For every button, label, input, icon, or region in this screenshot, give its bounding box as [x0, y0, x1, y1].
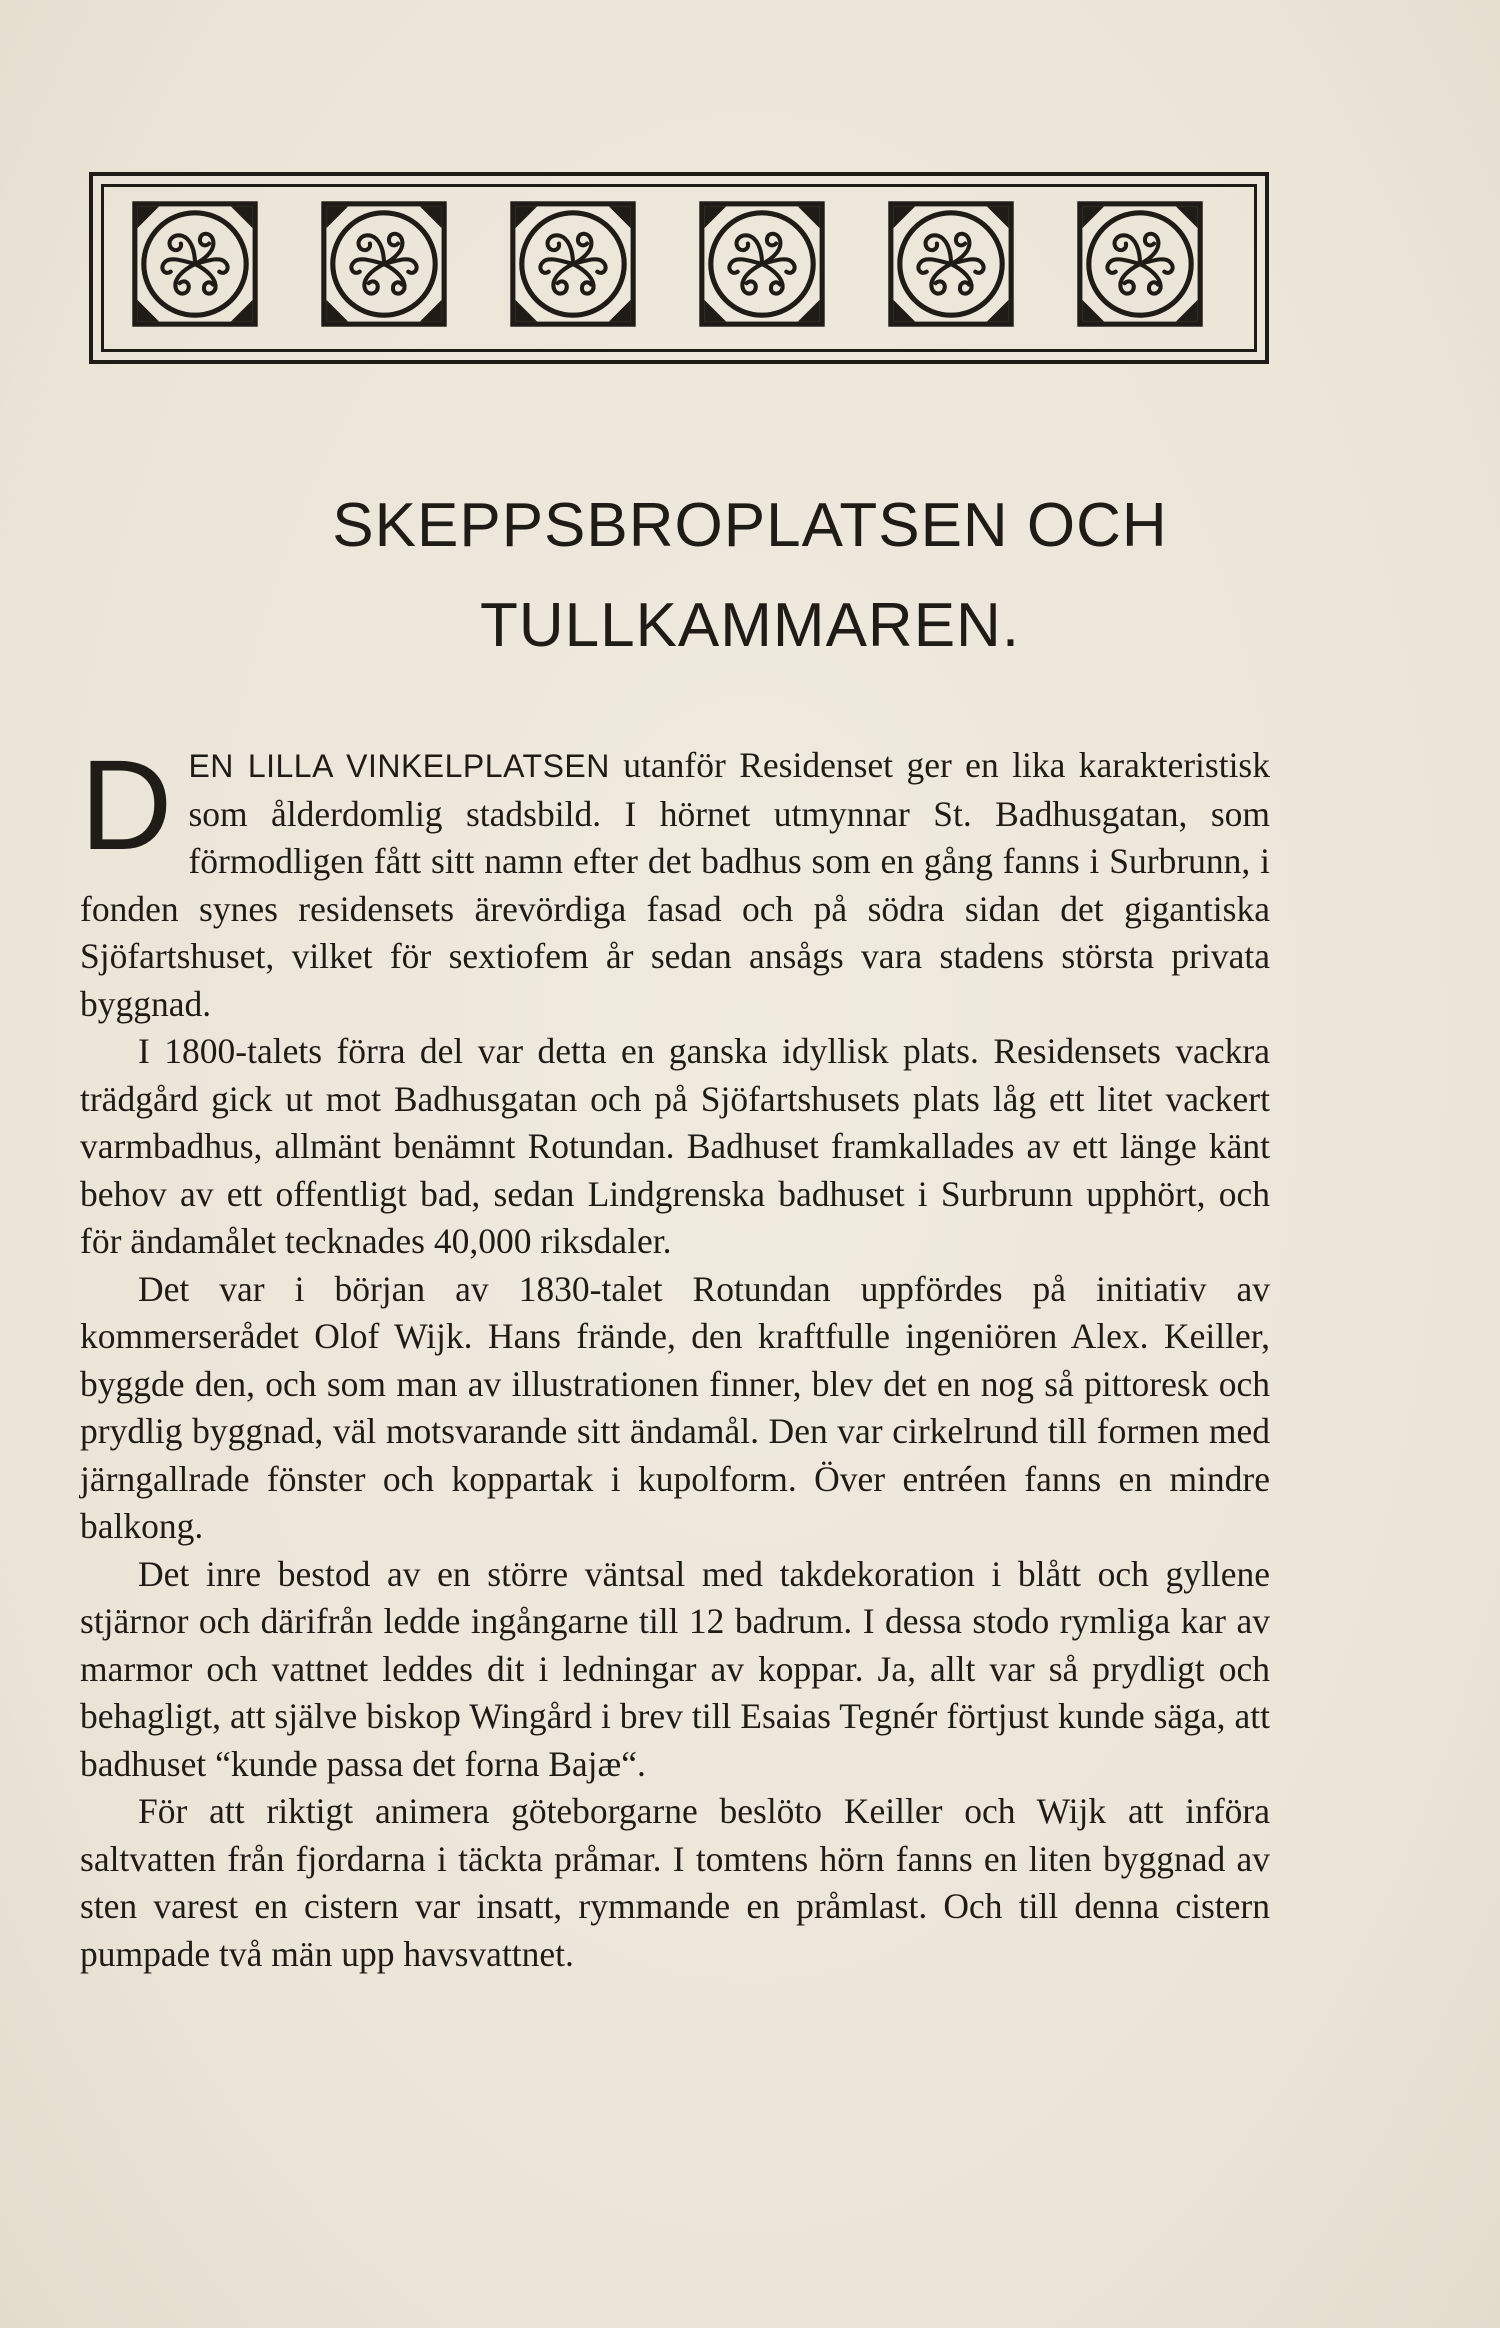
spiral-tile-5	[887, 200, 1015, 328]
paragraph-4: Det inre bestod av en större väntsal med takdekoration i blått och gyllene stjärnor och därifrån ledde ingångarne till 12 badrum. I dessa stodo rymliga kar av marmor och vattnet leddes dit i ledningar av koppar. Ja, allt var så prydligt och behagligt, att själve biskop Wingård i brev till Esaias Tegnér förtjust kunde säga, att badhuset “kunde passa det forna Bajæ“.	[80, 1553, 1270, 1784]
spiral-tile-6	[1076, 200, 1204, 328]
chapter-title-line-2: TULLKAMMAREN.	[479, 591, 1021, 660]
ornamental-border	[89, 172, 1269, 364]
paragraph-1-text: utanför Residenset ger en lika karakteristisk som ålderdomlig stadsbild. I hörnet utmynnar St. Badhusgatan, som förmodligen fått sitt namn efter det badhus som en gång fanns i Surbrunn, i fonden synes residensets ärevördiga fasad och på södra sidan det gigantiska Sjöfartshuset, vilket för sextiofem år sedan ansågs vara stadens största privata byggnad.	[80, 745, 1270, 1024]
chapter-title-line-1: SKEPPSBROPLATSEN OCH	[332, 491, 1168, 560]
drop-cap: D	[80, 734, 173, 877]
paragraph-3: Det var i början av 1830-talet Rotundan uppfördes på initiativ av kommerserådet Olof Wijk. Hans frände, den kraftfulle ingeniören Alex. Keiller, byggde den, och som man av illustrationen finner, blev det en nog så pittoresk och prydlig byggnad, väl motsvarande sitt ändamål. Den var cirkelrund till formen med järngallrade fönster och koppartak i kupolform. Över entréen fanns en mindre balkong.	[80, 1268, 1270, 1546]
paragraph-2: I 1800-talets förra del var detta en ganska idyllisk plats. Residensets vackra trädgård gick ut mot Badhusgatan och på Sjöfartshusets plats låg ett litet vackert varmbadhus, allmänt benämnt Rotundan. Badhuset framkallades av ett länge känt behov av ett offentligt bad, sedan Lindgrenska badhuset i Surbrunn upphört, och för ändamålet tecknades 40,000 riksdaler.	[80, 1031, 1270, 1261]
paragraph-5: För att riktigt animera göteborgarne beslöto Keiller och Wijk att införa saltvatten från fjordarna i täckta pråmar. I tomtens hörn fanns en liten byggnad av sten varest en cistern var insatt, rymmande en pråmlast. Och till denna cistern pumpade två män upp havsvattnet.	[80, 1791, 1270, 1974]
body-text	[80, 734, 1270, 1978]
spiral-tile-1	[131, 200, 259, 328]
paragraph-1	[80, 734, 1270, 1028]
spiral-tile-2	[320, 200, 448, 328]
spiral-tile-3	[509, 200, 637, 328]
lead-in-smallcaps: EN LILLA VINKELPLATSEN	[188, 748, 610, 784]
spiral-tile-4	[698, 200, 826, 328]
